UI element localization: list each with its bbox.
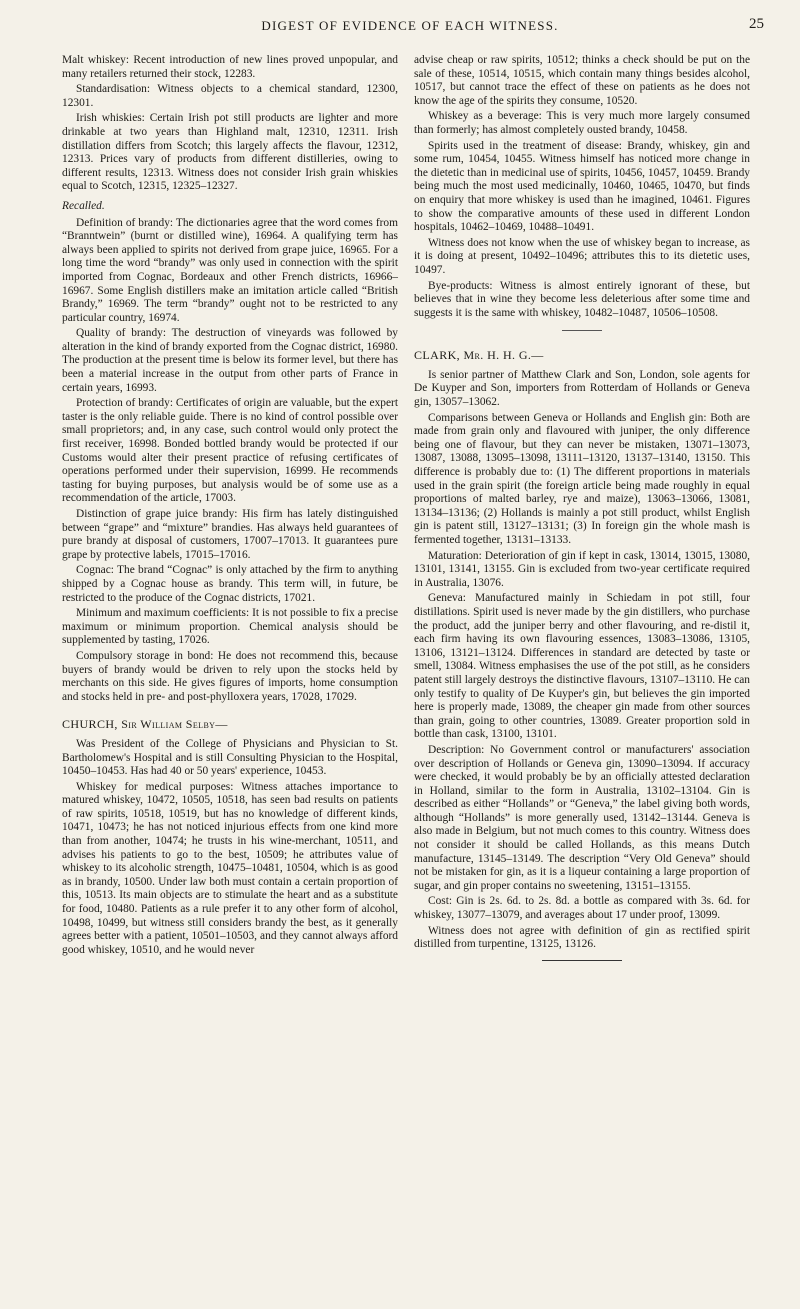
paragraph: Cost: Gin is 2s. 6d. to 2s. 8d. a bottle as compared with 3s. 6d. for whiskey, 13077–13079, and averages about 17 under proof, 13099. bbox=[414, 895, 750, 922]
left-column bbox=[62, 54, 398, 959]
paragraph: Witness does not agree with definition of gin as rectified spirit distilled from turpentine, 13125, 13126. bbox=[414, 924, 750, 951]
paragraph: Quality of brandy: The destruction of vineyards was followed by alteration in the kind of brandy exported from the Cognac district, 16980. The production at the present time is below its former level, but there has been a material increase in the output from other parts of France in certain years, 16993. bbox=[62, 327, 398, 394]
witness-name: Mr. H. H. G.— bbox=[463, 348, 544, 363]
paragraph: Witness does not know when the use of whiskey began to increase, as it is doing at present, 10492–10496; attributes this to its dietetic uses, 10497. bbox=[414, 236, 750, 276]
witness-heading-clark bbox=[414, 349, 750, 363]
witness-surname: CLARK, bbox=[414, 348, 461, 363]
paragraph: Bye-products: Witness is almost entirely ignorant of these, but believes that in wine they become less deleterious after some time and suggests it is the same with whiskey, 10482–10487, 10506–10508. bbox=[414, 279, 750, 319]
paragraph: Malt whiskey: Recent introduction of new lines proved unpopular, and many retailers returned their stock, 12283. bbox=[62, 54, 398, 80]
paragraph: Whiskey as a beverage: This is very much more largely consumed than formerly; has almost completely ousted brandy, 10458. bbox=[414, 110, 750, 136]
end-rule bbox=[542, 960, 622, 961]
paragraph: Irish whiskies: Certain Irish pot still products are lighter and more drinkable at two years than Highland malt, 12310, 12311. Irish distillation differs from Scotch; this largely affects the flavour, 12312, 12313. Prices vary of products from different distilleries, owing to different results, 12313. Witness does not consider Irish grain whiskies equal to Scotch, 12315, 12325–12327. bbox=[62, 112, 398, 193]
paragraph: Geneva: Manufactured mainly in Schiedam in pot still, four distillations. Spirit used is never made by the gin distillers, who purchase the product, add the juniper berry and other flavouring, and re-distil it, each firm having its own flavouring essences, 13083–13086, 13105, 13106, 13121–13124. Differences in standard are detected by taste or smell, 13084. Witness emphasises the use of the pot still, as he considers patent still largely destroys the distinctive flavours, 13107–13110. He can only testify to quality of De Kuyper's gin, but believes the gin imported here is properly made, 13089, the cheaper gin made from other sources than grain, going to other countries, 13089. Greater proportion sold in bottle than cask, 13100, 13101. bbox=[414, 592, 750, 741]
paragraph: Definition of brandy: The dictionaries agree that the word comes from “Branntwein” (burnt or distilled wine), 16964. A qualifying term has always been applied to spirits not derived from grape juice, 16965. For a long time the word “brandy” was only used in connection with the spirit imported from Cognac, Bordeaux and other French districts, 16966–16967. Some English distillers make an imitation article called “British Brandy,” 16969. The term “brandy” ought not to be restricted to any particular country, 16974. bbox=[62, 216, 398, 324]
paragraph: Maturation: Deterioration of gin if kept in cask, 13014, 13015, 13080, 13101, 13141, 13155. Gin is excluded from two-year certificate required in Australia, 13076. bbox=[414, 549, 750, 589]
page-header bbox=[0, 14, 800, 38]
recalled-heading: Recalled. bbox=[62, 199, 105, 212]
paragraph: Minimum and maximum coefficients: It is not possible to fix a precise maximum or minimum proportion. Chemical analysis should be supplemented by tasting, 17026. bbox=[62, 607, 398, 647]
running-title: DIGEST OF EVIDENCE OF EACH WITNESS. bbox=[261, 18, 559, 33]
section-divider bbox=[562, 330, 602, 331]
paragraph: Description: No Government control or manufacturers' association over description of Hollands or Geneva gin, 13090–13094. If accuracy were checked, it would probably be by an officially attested declaration in Holland, similar to the form in Australia, 13102–13104. Gin is described as either “Hollands” or “Geneva,” the label giving both words, although “Hollands” is more generally used, 13142–13144. Geneva is also made in Belgium, but not much comes to this country. Witness does not consider it should be called Hollands, as this means Dutch manufacture, 13145–13149. The description “Very Old Geneva” should not be mistaken for gin, as it is a liqueur containing a large proportion of sugar, and gin proper contains no sweetening, 13151–13155. bbox=[414, 743, 750, 892]
paragraph: Was President of the College of Physicians and Physician to St. Bartholomew's Hospital and is still Consulting Physician to the Hospital, 10450–10453. Has had 40 or 50 years' experience, 10453. bbox=[62, 737, 398, 778]
witness-name: Sir William Selby— bbox=[121, 717, 228, 732]
paragraph: Comparisons between Geneva or Hollands and English gin: Both are made from grain only and flavoured with juniper, the only difference being one of flavour, but they can never be mistaken, 13071–13073, 13087, 13088, 13095–13098, 13111–13120, 13137–13140, 13150. This difference is probably due to: (1) The different proportions in materials used in the grain spirit (the foreign article being made roughly in equal proportions of malted barley, rye and maize), 13063–13066, 13081, 13134–13136; (2) Hollands is mainly a pot still product, whilst English gin is patent still, 13127–13131; (3) In foreign gin the whole mash is fermented together, 13131–13133. bbox=[414, 411, 750, 546]
paragraph: Is senior partner of Matthew Clark and Son, London, sole agents for De Kuyper and Son, importers from Rotterdam of Hollands or Geneva gin, 13057–13062. bbox=[414, 368, 750, 409]
witness-surname: CHURCH, bbox=[62, 717, 118, 732]
right-column bbox=[414, 54, 750, 961]
paragraph: Distinction of grape juice brandy: His firm has lately distinguished between “grape” and “mixture” brandies. Has always held guarantees of pure brandy at disposal of customers, 17007–17013. It guarantees pure grape by protective labels, 17015–17016. bbox=[62, 508, 398, 561]
paragraph: advise cheap or raw spirits, 10512; thinks a check should be put on the sale of these, 10514, 10515, which contain many things besides alcohol, 10517, but cannot trace the effect of these on patients as he does not know the age of the spirits they consume, 10520. bbox=[414, 54, 750, 107]
paragraph: Spirits used in the treatment of disease: Brandy, whiskey, gin and some rum, 10454, 10455. Witness himself has noticed more change in the dietetic than in medicinal use of spirits, 10456, 10457, 10459. Brandy being much the most used medicinally, 10460, 10465, 10470, but finds on enquiry that more whiskey is used than he imagined, 10461. Figures to show the comparative amounts of these used in different London hospitals, 10462–10469, 10488–10491. bbox=[414, 139, 750, 234]
paragraph: Standardisation: Witness objects to a chemical standard, 12300, 12301. bbox=[62, 83, 398, 109]
page-number: 25 bbox=[749, 16, 764, 32]
paragraph: Whiskey for medical purposes: Witness attaches importance to matured whiskey, 10472, 10505, 10518, has seen bad results on patients of raw spirits, 10518, 10519, but has no knowledge of different kinds, 10471, 10473; he has not noticed injurious effects from one kind more than from another, 10474; he trusts in his wine-merchant, 10511, and advises his patients to go to the best, 10509; he attributes value of whiskey to its alcoholic strength, 10475–10481, 10504, which is as good as in brandy, 10500. Under law both must contain a certain proportion of this, 10513. Its main objects are to stimulate the heart and as a substitute for food, 10480. Patients as a rule prefer it to any other form of alcohol, 10498, 10499, but witness still considers brandy the best, as it generally agrees better with a patient, 10501–10503, and they cannot always afford good whiskey, 10510, and he would never bbox=[62, 780, 398, 956]
paragraph: Protection of brandy: Certificates of origin are valuable, but the expert taster is the only reliable guide. There is no kind of control possible over small proprietors; and, in any case, such control would only protect the first receiver, 16998. Bonded bottled brandy would be protected if our Customs would alter their present practice of refusing certificates of operations performed under their supervision, 16999. He recommends tasting for buying purposes, but analysis would be of some use as a recommendation of the article, 17003. bbox=[62, 397, 398, 505]
witness-heading-church bbox=[62, 718, 398, 732]
paragraph: Cognac: The brand “Cognac” is only attached by the firm to anything shipped by a Cognac house as brandy. This term will, in future, be restricted to the produce of the Cognac districts, 17021. bbox=[62, 564, 398, 604]
paragraph: Compulsory storage in bond: He does not recommend this, because buyers of brandy would be driven to rely upon the stocks held by merchants on this side. He gives figures of imports, home consumption and stocks held in pre- and post-phylloxera years, 17028, 17029. bbox=[62, 649, 398, 703]
